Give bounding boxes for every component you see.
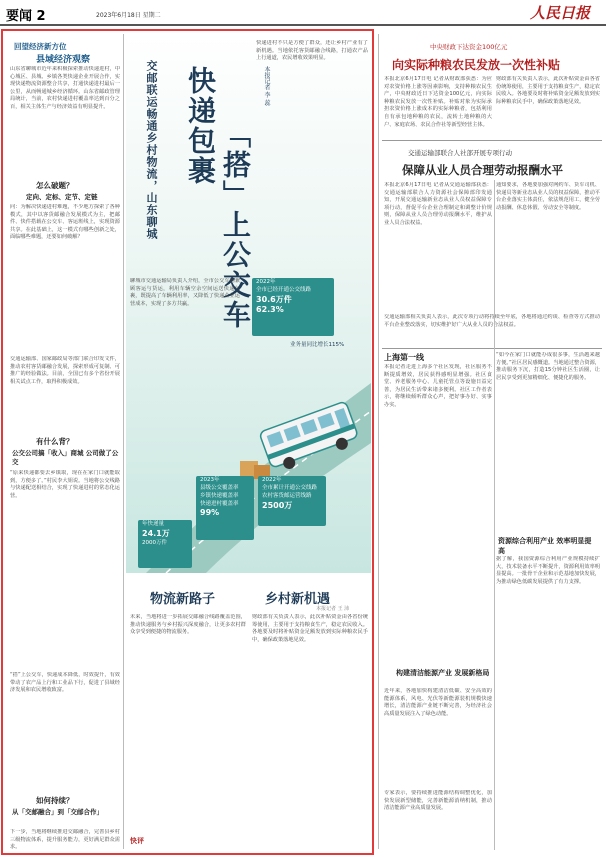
caption-byline: 本报记者 王 沛 [316,606,350,612]
stat-box-1-pct: 62.3% [256,305,284,314]
article-divider-1 [382,140,602,141]
column-subtitle: 县域经济观察 [36,55,91,65]
right-paragraph-10: 专家表示，要持续推进能源结构调整优化，加快发展新型储能，完善新能源消纳机制，推动清洁能源产业高质量发展。 [384,790,492,812]
question-subheading-3: 从「交邮融合」到「交邮合作」 [12,808,103,816]
section-heading-2: 资源综合利用产业 效率明显提高 [498,537,592,555]
commentary-logo: 快评 [130,837,144,845]
right-paragraph-5: 交通运输部相关负责人表示，此次专项行动将持续至年底，各地将通过约谈、检查等方式推动平台企业整改落实，切实维护好广大从业人员的合法权益。 [384,314,600,328]
stat-box-2-big: 99% [200,508,220,517]
newspaper-logo: 人民日报 [530,4,591,22]
article-title-1: 向实际种粮农民发放一次性补贴 [392,58,561,72]
stat-box-3-head: 2022年 [262,477,282,483]
feature-title-a: 快递包裹 [184,66,217,186]
stat-box-2 [196,476,254,540]
question-subheading-2: 公交公司搞「收入」商城 公司做了公交 [12,449,119,466]
stat-box-1-head: 2022年 [256,279,276,285]
question-heading-1: 怎么破题？ [36,181,74,190]
stat-box-1-note: 业务量同比增长115% [290,342,345,348]
feature-paragraph-2: 聊城市交通运输局负责人介绍，全市公交车辆兼顾客运与货运，利用车辆空余空间运送快递包裹，既提高了车辆利用率，又降低了快递企业运营成本，实现了多方共赢。 [130,278,240,307]
stat-box-3 [258,476,326,526]
left-paragraph-1: 山东省聊城市近年来积极探索推动快递进村，中心城区、县城、乡镇各类快递企业开展合作，实现快递物流资源整合共享，打通快递进村最后一公里，从而畅通城乡经济循环。山东省邮政管理局统计，当前，农村快递进村覆盖率达到百分之百，相关主体生产与经济效益有明显提升。 [10,66,120,110]
issue-date: 2023年6月18日 星期二 [96,12,161,19]
left-paragraph-2: 问：为解决快递进村难题，不少地方探索了各种模式，其中以客货邮融合发展模式为主，把邮件、快件搭载在公交车、客运班线上，实现资源共享。在此基础上，这一模式有哪些创新之处，面临哪些难题，还要如何破解？ [10,204,120,241]
stat-box-4-small: 2000万件 [142,540,167,546]
left-paragraph-6: 下一步，当地将继续推进交邮融合，完善县乡村三级物流体系，提升服务能力，更好满足群众需求。 [10,829,120,851]
caption-a: 物流新路子 [150,592,216,607]
section-heading-3: 构建清洁能源产业 发展新格局 [396,669,490,677]
right-paragraph-1: 本报北京6月17日电 记者从财政部获悉：为应对农资价格上涨等因素影响，支持种粮农民生产，中央财政近日下达资金100亿元，向实际种粮农民发放一次性补贴。补贴对象为实际承担农资价格上涨成本的实际种粮者，包括利用自有承包地种粮的农民，流转土地种粮的大户、家庭农场、农民合作社等新型经营主体。 [384,76,492,128]
right-paragraph-4: 通知要求，各地要加强对网约车、货车司机、快递员等新业态从业人员的权益保障，推动平台企业落实主体责任，依法规范用工，健全劳动报酬、休息休假、劳动安全等制度。 [496,182,600,211]
stat-box-2-line-2: 乡镇快递覆盖率 [200,493,239,499]
right-paragraph-9: 近年来，各地加快构建清洁低碳、安全高效的能源体系，风电、光伏等新能源装机规模快速增长，清洁能源产业链不断完善，为经济社会高质量发展注入了绿色动能。 [384,688,492,717]
stat-box-4-big: 24.1万 [142,529,170,538]
question-subheading-1: 定向、定标、定节、定链 [26,193,98,201]
feature-title-b: 「搭」上公交车 [219,120,252,330]
column-brand: 回望经济新方位 [14,42,67,51]
article-title-2: 保障从业人员合理劳动报酬水平 [402,163,563,177]
feature-paragraph-1: 快递进村不只是方便了群众，还让乡村产业有了新机遇。当地依托客货邮融合线路，打通农产品上行通道，农民增收效果明显。 [256,40,368,62]
feature-subtitle: 交邮联运畅通乡村物流，山东聊城 [145,60,158,240]
article-kicker-2: 交通运输部联合人社部开展专项行动 [408,149,512,157]
stat-box-2-line-1: 县级公交覆盖率 [200,485,239,491]
feature-paragraph-4: 财政部有关负责人表示，此次补贴资金由各省份统筹使用，主要用于支持粮食生产，稳定农民收入。各地要及时将补贴资金足额发放到实际种粮农民手中，确保政策落地见效。 [252,614,368,643]
column-divider-inner [494,180,495,850]
left-paragraph-5: “搭”上公交车，快递成本降低，时效提升，有效带动了农产品上行和工业品下行，促进了县域经济发展和农民增收致富。 [10,672,120,694]
stat-box-1-big: 30.6万件 [256,295,292,304]
section-tag: 要闻 2 [6,9,46,24]
question-heading-3: 如何持续？ [36,796,74,805]
section-heading-1: 上海第一线 [384,353,424,362]
left-paragraph-3: 交通运输部、国家邮政局等部门联合印发文件，推动农村客货邮融合发展，探索形成可复制、可推广的经验做法。目前，全国已有多个省份开展相关试点工作，取得积极成效。 [10,356,120,385]
right-paragraph-2: 财政部有关负责人表示，此次补贴资金由各省份统筹使用，主要用于支持粮食生产，稳定农民收入。各地要及时将补贴资金足额发放到实际种粮农民手中，确保政策落地见效。 [496,76,600,105]
stat-box-3-big: 2500万 [262,501,293,510]
stat-box-3-line-1: 全市累计开通公交线路 [262,485,318,491]
stat-box-3-line-2: 农村客货邮运营线路 [262,493,312,499]
feature-reporter: 本报记者 李 蕊 [263,66,270,106]
article-kicker-1: 中央财政下达资金100亿元 [430,43,508,51]
caption-b: 乡村新机遇 [265,592,331,607]
feature-paragraph-3: 未来，当地将进一步拓展交邮融合线路覆盖范围，推动快递服务与乡村振兴深度融合，让更多农村群众享受到便捷的物流服务。 [130,614,246,636]
right-paragraph-6: 本报记者走进上海多个社区发现，社区服务不断提质增效，居民获得感明显增强。社区食堂、养老服务中心、儿童托管点等设施日益完善，为居民生活带来诸多便利。社区工作者表示，将继续倾听群众心声，把好事办好、实事办实。 [384,364,492,408]
stat-box-1 [252,278,334,336]
column-divider-right [378,34,379,849]
right-paragraph-7: “如今在家门口就能办成很多事，生活越来越方便。”社区居民感慨道。当地通过整合资源，推动服务下沉，打造15分钟社区生活圈，让居民享受到更加精细化、便捷化的服务。 [496,352,600,381]
stat-box-2-line-3: 快递进村覆盖率 [200,501,239,507]
question-heading-2: 有什么背？ [36,437,74,446]
stat-box-4 [138,520,192,568]
stat-box-4-line: 年快递量 [142,521,165,527]
stat-box-2-head: 2023年 [200,477,220,483]
stat-box-1-line-1: 全市已经开通公交线路 [256,287,312,293]
right-paragraph-3: 本报北京6月17日电 记者从交通运输部获悉：交通运输部联合人力资源社会保障部印发通知，开展交通运输新业态从业人员权益保障专项行动，督促平台企业合理制定和调整计价规则，保障从业人员合理劳动报酬水平，维护从业人员合法权益。 [384,182,492,226]
header-rule [0,24,606,26]
article-divider-2 [382,348,602,349]
left-paragraph-4: “原来快递都要去乡镇取，现在在家门口就能取到，方便多了。”村民李大姐说。当地将公交线路与快递配送相结合，实现了快递进村的常态化运营。 [10,470,120,499]
right-paragraph-8: 据了解，我国资源综合利用产业规模持续扩大，技术装备水平不断提升，资源利用效率明显提高。一批骨干企业和示范基地加快发展，为推动绿色低碳发展提供了有力支撑。 [496,556,600,585]
column-divider-left [123,34,124,849]
